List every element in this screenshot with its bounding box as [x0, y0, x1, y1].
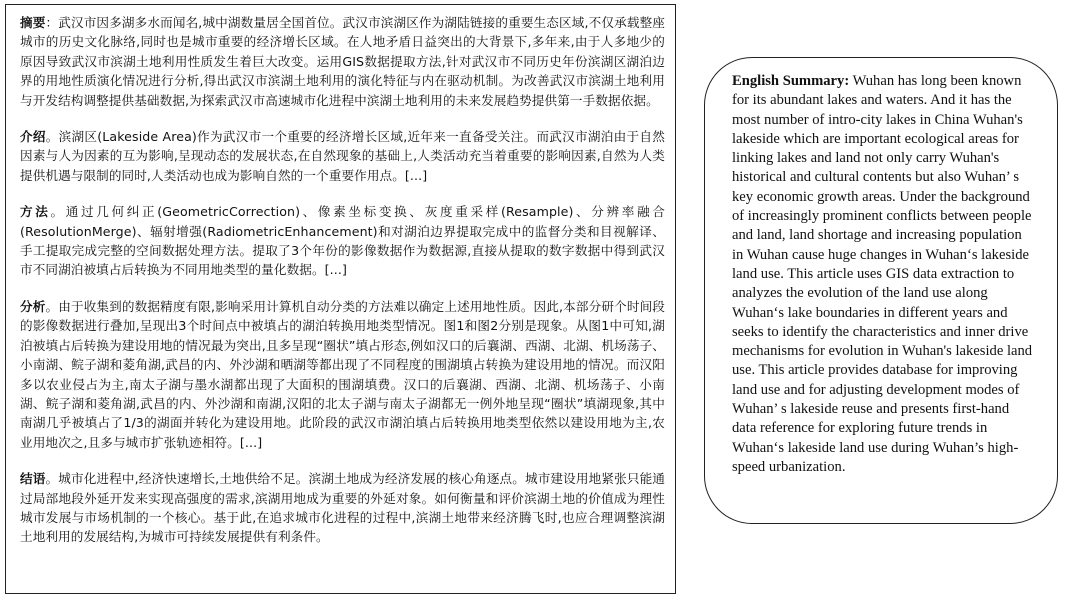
english-summary-text: Wuhan has long been known for its abundant lakes and waters. And it has the most number of intro-city lakes in China Wuhan's lakeside which are important ecological areas for linking lakes and land not only carry Wuhan's historical and cultural contents but also Wuhan’ s key economic growth areas. Under the background of increasingly prominent conflicts between people and land, land shortage and increasing population in Wuhan cause huge changes in Wuhan‘s lakeside land use. This article uses GIS data extraction to analyzes the evolution of the land use along Wuhan‘s lake boundaries in different years and seeks to identify the characteristics and inner drive mechanisms for evolution in Wuhan's lakeside land use. This article provides database for improving land use and for adjusting development modes of Wuhan’ s lakeside reuse and presents first-hand data reference for exploring future trends in Wuhan‘s lakeside land use during Wuhan’s high-speed urbanization.	[732, 73, 1033, 475]
introduction-section	[20, 127, 665, 185]
introduction-label: 介绍	[20, 129, 46, 145]
analysis-section	[20, 297, 665, 452]
conclusion-text: 。城市化进程中,经济快速增长,土地供给不足。滨湖土地成为经济发展的核心角逐点。城市建设用地紧张只能通过局部地段外延开发来实现高强度的需求,滨湖用地成为重要的外延对象。如何衡量和评价滨湖土地的价值成为理性城市发展与市场机制的一个核心。基于此,在追求城市化进程的过程中,滨湖土地带来经济腾飞时,也应合理调整滨湖土地利用的发展结构,为城市可持续发展提供有利条件。	[20, 471, 666, 545]
english-summary-panel	[704, 57, 1058, 524]
method-section	[20, 202, 665, 280]
method-label: 方法	[20, 204, 51, 220]
conclusion-section	[20, 469, 665, 547]
summary-section	[20, 13, 665, 110]
method-text: 。通过几何纠正(GeometricCorrection)、像素坐标变换、灰度重采样(Resample)、分辨率融合(ResolutionMerge)、辐射增强(RadiometricEnhancement)和对湖泊边界提取完成中的监督分类和目视解译、手工提取完成完整的空间数据处理方法。提取了3个年份的影像数据作为数据源,直接从提取的数字数据中得到武汉市不同湖泊被填占后转换为不同用地类型的量化数据。[...]	[20, 204, 666, 278]
summary-label: 摘要	[20, 15, 46, 30]
conclusion-label: 结语	[20, 471, 46, 487]
introduction-text: 。滨湖区(Lakeside Area)作为武汉市一个重要的经济增长区域,近年来一直备受关注。而武汉市湖泊由于自然因素与人为因素的互为影响,呈现动态的发展状态,在自然现象的基础上,人类活动充当着重要的影响因素,自然为人类提供机遇与限制的同时,人类活动也成为影响自然的一个重要作用点。[...]	[20, 129, 665, 183]
analysis-label: 分析	[20, 298, 46, 314]
english-summary-label: English Summary:	[732, 73, 850, 89]
summary-text: ：武汉市因多湖多水而闻名,城中湖数量居全国首位。武汉市滨湖区作为湖陆链接的重要生态区域,不仅承载整座城市的历史文化脉络,同时也是城市重要的经济增长区域。在人地矛盾日益突出的大背景下,多年来,由于人多地少的原因导致武汉市滨湖土地利用性质发生着巨大改变。运用GIS数据提取方法,针对武汉市不同历史年份滨湖区湖泊边界的用地性质演化情况进行分析,得出武汉市滨湖土地利用的演化特征与内在驱动机制。为改善武汉市滨湖土地利用与开发结构调整提供基础数据,为探索武汉市高速城市化进程中滨湖土地利用的未来发展趋势提供第一手数据依据。	[20, 15, 666, 108]
analysis-text: 。由于收集到的数据精度有限,影响采用计算机自动分类的方法难以确定上述用地性质。因此,本部分研个时间段的影像数据进行叠加,呈现出3个时间点中被填占的湖泊转换用地类型情况。图1和图2分别是现象。从图1中可知,湖泊被填占后转换为建设用地的情况最为突出,且多呈现“圈状”填占形态,例如汉口的后襄湖、西湖、北湖、机场荡子、小南湖、鲩子湖和菱角湖,武昌的内、外沙湖和晒湖等都出现了不同程度的围湖填占转换为建设用地的情况。而汉阳多以农业侵占为主,南太子湖与墨水湖都出现了大面积的围湖填费。汉口的后襄湖、西湖、北湖、机场荡子、小南湖、鲩子湖和菱角湖,武昌的内、外沙湖和南湖,汉阳的北太子湖与南太子湖都无一例外地呈现“圈状”填湖现象,其中南湖几乎被填占了1/3的湖面并转化为建设用地。此阶段的武汉市湖泊填占后转换用地类型依然以建设用地为主,农业用地次之,且多与城市扩张轨迹相符。[...]	[20, 298, 666, 450]
chinese-abstract-panel	[5, 4, 676, 594]
